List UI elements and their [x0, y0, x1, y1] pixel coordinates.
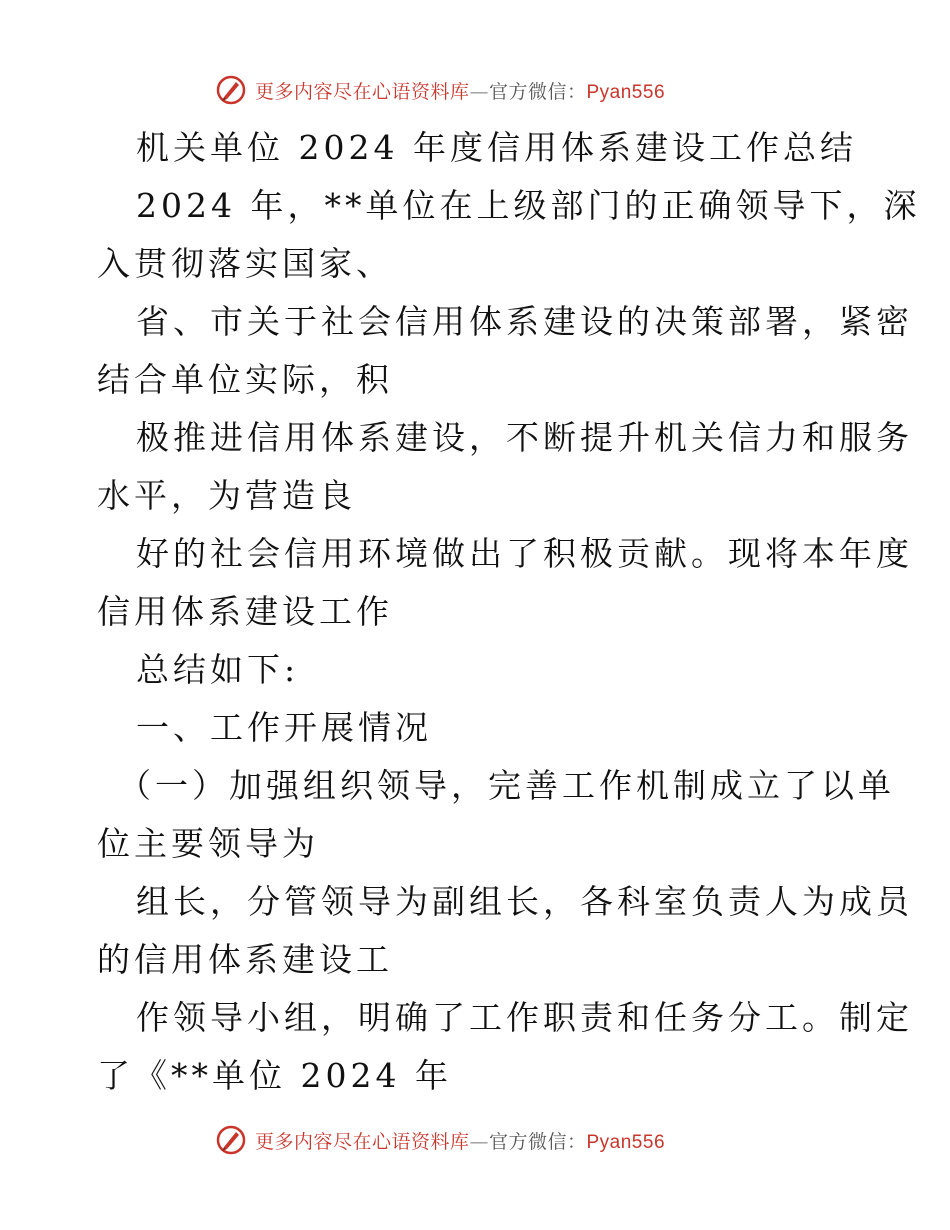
pen-logo-icon [215, 74, 247, 106]
paragraph-line: 位主要领导为 [97, 824, 319, 863]
paragraph-line: 2024 年，**单位在上级部门的正确领导下，深 [136, 186, 921, 225]
watermark-id: Pyan556 [586, 81, 666, 103]
watermark-footer [0, 1120, 950, 1160]
watermark-header [0, 70, 950, 110]
watermark-dash: — [469, 1130, 489, 1153]
watermark-brand: 更多内容尽在心语资料库 [254, 1130, 470, 1153]
watermark-official: 官方微信： [488, 1130, 587, 1153]
paragraph-line: 总结如下: [136, 650, 300, 689]
paragraph-line: 极推进信用体系建设，不断提升机关信力和服务 [136, 418, 913, 457]
paragraph-line: 组长，分管领导为副组长，各科室负责人为成员 [136, 882, 913, 921]
paragraph-line: 信用体系建设工作 [97, 592, 393, 631]
watermark-text [255, 77, 665, 104]
paragraph-line: 水平，为营造良 [97, 476, 356, 515]
paragraph-line: 好的社会信用环境做出了积极贡献。现将本年度 [136, 534, 913, 573]
paragraph-line: 结合单位实际，积 [97, 360, 393, 399]
watermark-id: Pyan556 [586, 1131, 666, 1153]
paragraph-line: 了《**单位 2024 年 [97, 1056, 452, 1095]
document-title: 机关单位 2024 年度信用体系建设工作总结 [136, 128, 857, 167]
paragraph-line: 省、市关于社会信用体系建设的决策部署，紧密 [136, 302, 913, 341]
subsection-heading: （一）加强组织领导，完善工作机制成立了以单 [118, 766, 895, 805]
watermark-dash: — [469, 80, 489, 103]
section-heading: 一、工作开展情况 [136, 708, 432, 747]
watermark-text [255, 1127, 665, 1154]
paragraph-line: 的信用体系建设工 [97, 940, 393, 979]
watermark-brand: 更多内容尽在心语资料库 [254, 80, 470, 103]
watermark-official: 官方微信： [488, 80, 587, 103]
paragraph-line: 作领导小组，明确了工作职责和任务分工。制定 [136, 998, 913, 1037]
pen-logo-icon [215, 1124, 247, 1156]
paragraph-line: 入贯彻落实国家、 [97, 244, 393, 283]
